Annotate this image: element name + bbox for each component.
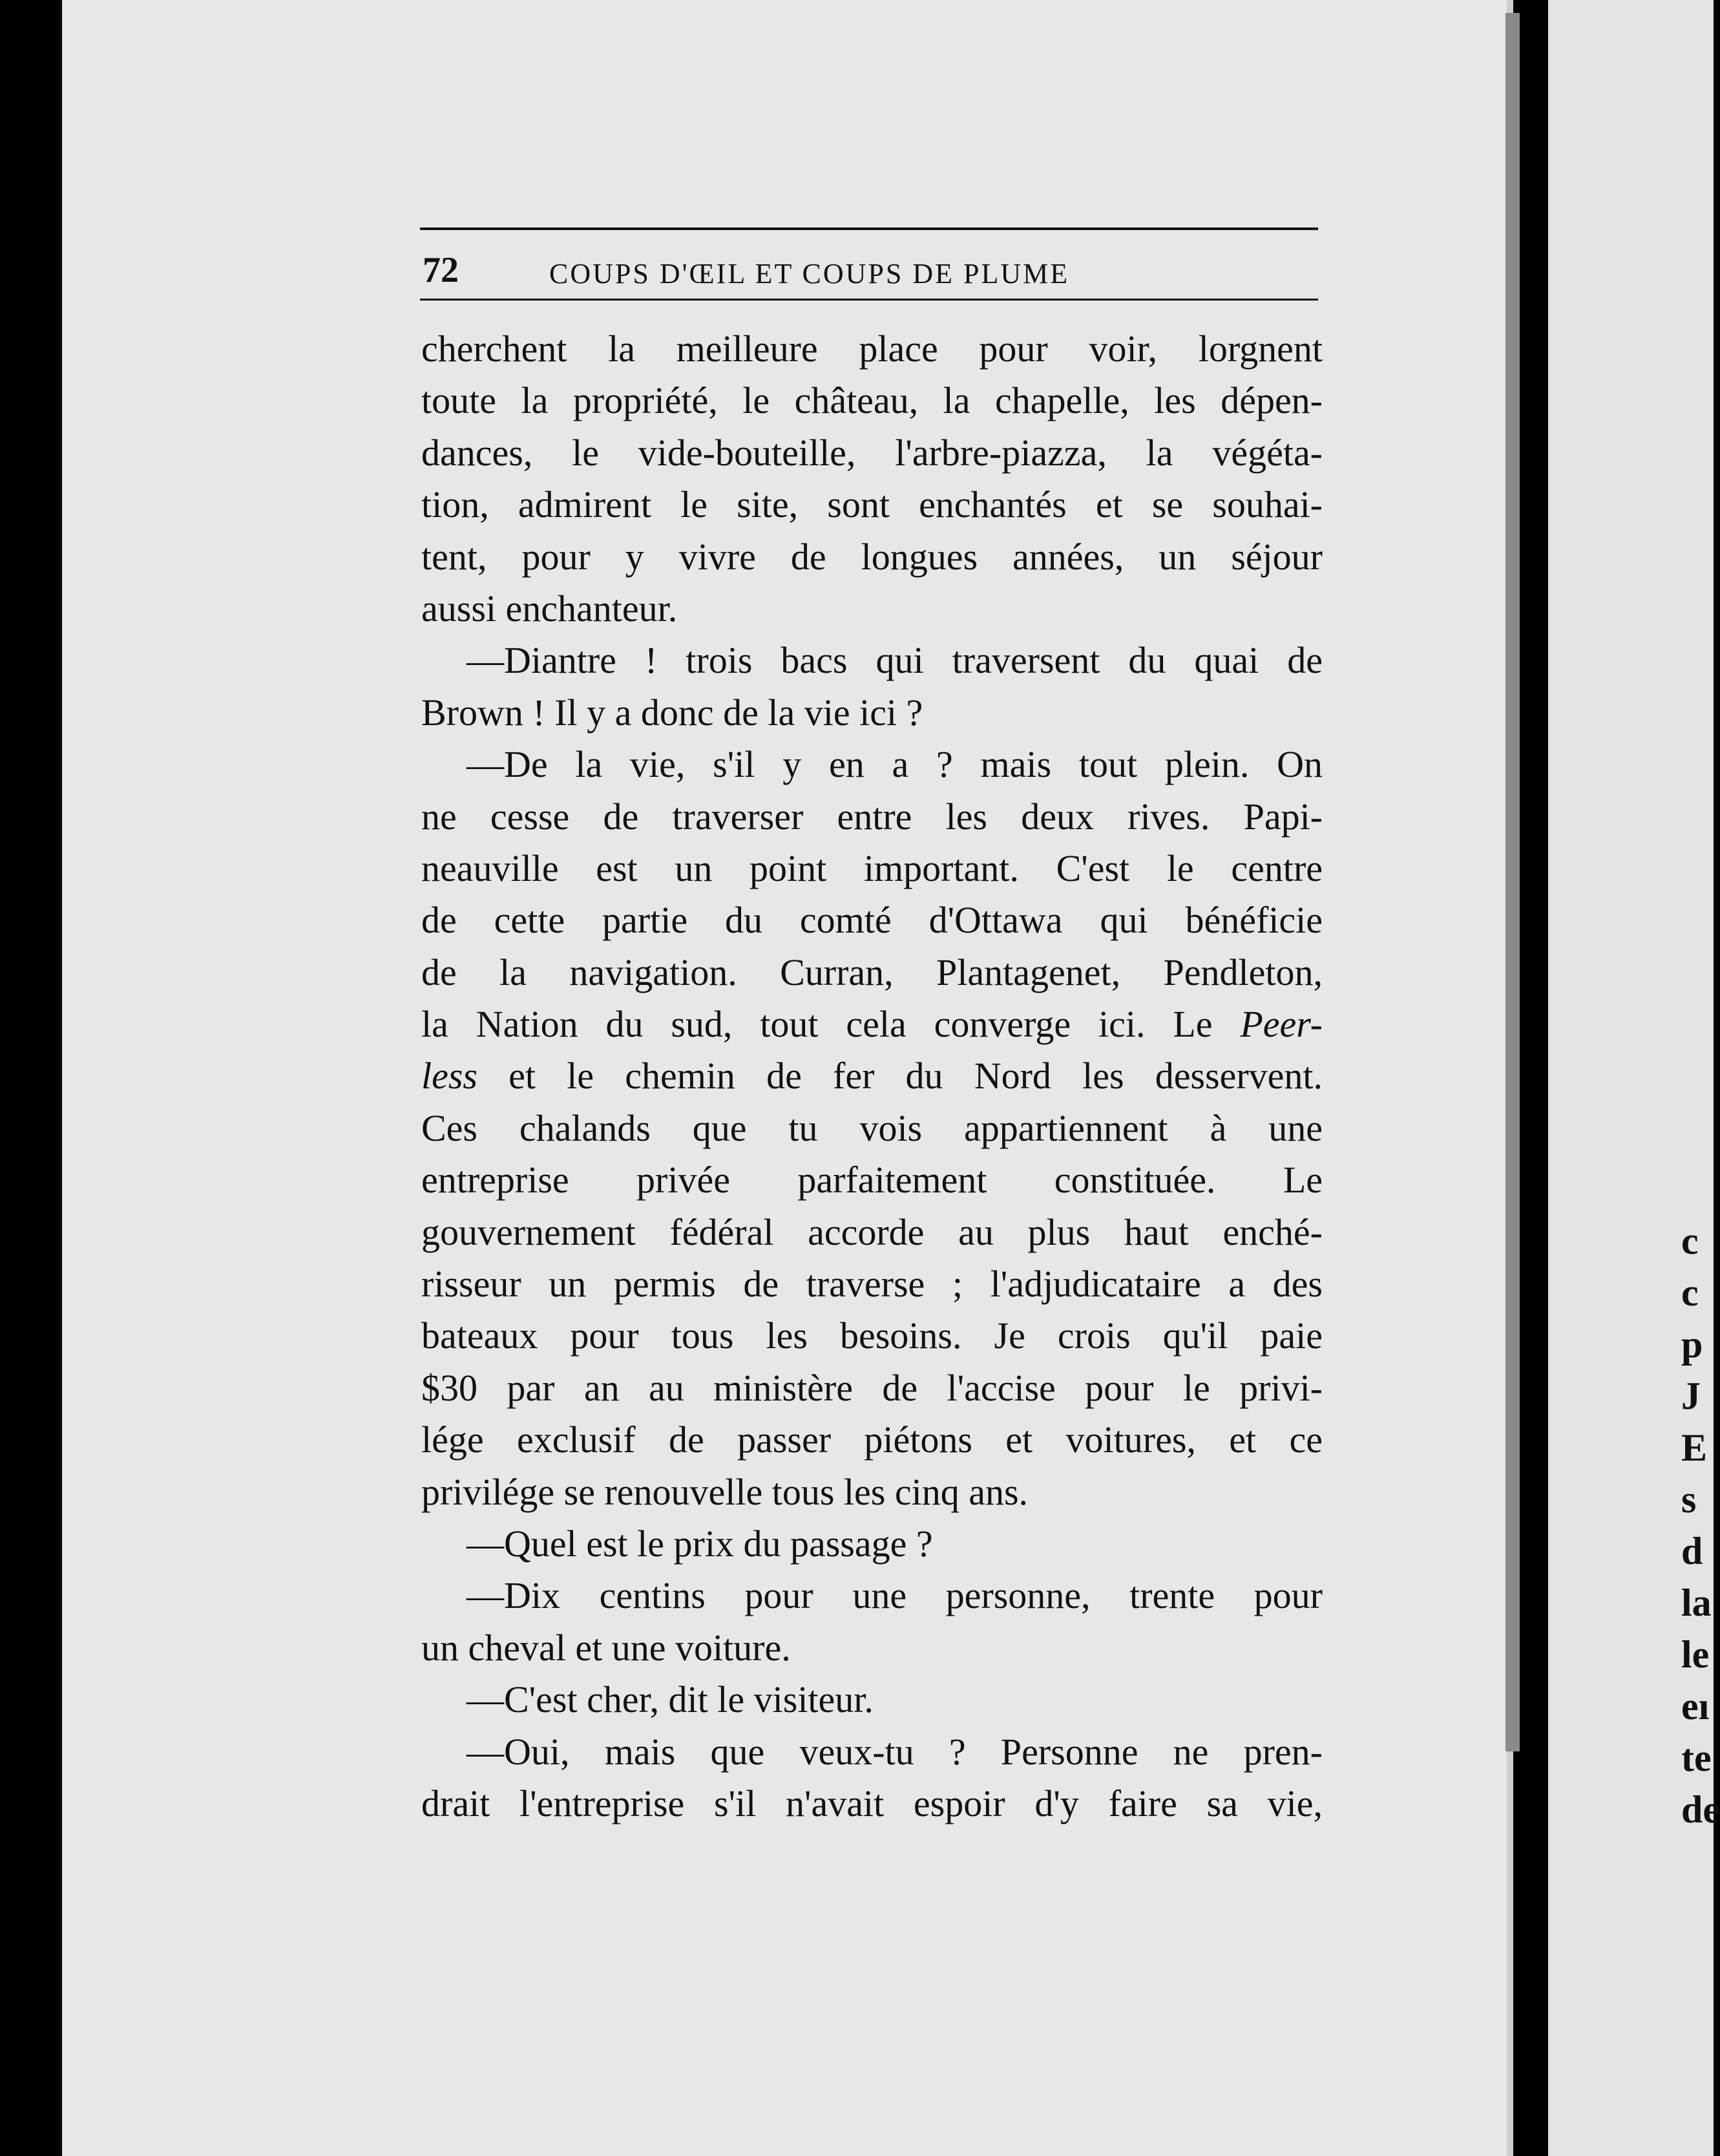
text-line: Ces chalands que tu vois appartiennent à une [421,1106,1323,1149]
italic-word: less [421,1055,477,1097]
page-number: 72 [423,250,459,290]
right-page-fragments [1681,1215,1720,1835]
text-line: —Diantre ! trois bacs qui traversent du quai de [467,639,1323,682]
page-header [420,247,1318,292]
header-rule-bottom [420,299,1318,301]
page-edge [1505,13,1520,1751]
italic-word: Peer- [1240,1003,1323,1046]
text-line: Brown ! Il y a donc de la vie ici ? [421,691,923,734]
text-line: toute la propriété, le château, la chapelle, les dépen- [421,379,1323,422]
text-span: la Nation du sud, tout cela converge ici. Le [421,1003,1241,1046]
text-line: entreprise privée parfaitement constituée. Le [421,1159,1323,1201]
text-line: —C'est cher, dit le visiteur. [467,1678,874,1721]
fragment: c [1681,1271,1699,1314]
text-span: et le chemin de fer du Nord les desservent. [477,1055,1323,1097]
fragment: J [1681,1375,1701,1417]
text-line: drait l'entreprise s'il n'avait espoir d'y faire sa vie, [421,1782,1323,1824]
text-line: privilége se renouvelle tous les cinq ans. [421,1470,1029,1513]
text-line: bateaux pour tous les besoins. Je crois qu'il paie [421,1315,1323,1357]
text-line: —De la vie, s'il y en a ? mais tout plein. On [467,743,1323,786]
text-line: neauville est un point important. C'est le centre [421,847,1323,889]
text-line [421,1050,1323,1102]
text-line: —Oui, mais que veux-tu ? Personne ne pren- [467,1730,1323,1773]
fragment: E [1681,1426,1708,1469]
fragment: la [1681,1581,1712,1624]
fragment: eı [1681,1685,1710,1728]
fragment: le [1681,1633,1710,1676]
fragment: s [1681,1478,1697,1521]
text-line: de cette partie du comté d'Ottawa qui bénéficie [421,899,1323,942]
text-line: de la navigation. Curran, Plantagenet, Pendleton, [421,951,1323,993]
text-line: risseur un permis de traverse ; l'adjudicataire a des [421,1263,1323,1305]
text-line: —Quel est le prix du passage ? [467,1522,933,1565]
text-line: —Dix centins pour une personne, trente pour [467,1574,1323,1617]
text-line: dances, le vide-bouteille, l'arbre-piazza, la végéta- [421,431,1323,474]
body-text [421,323,1323,1830]
text-line: $30 par an au ministère de l'accise pour le privi- [421,1366,1323,1409]
text-line: aussi enchanteur. [421,587,678,629]
fragment: p [1681,1323,1703,1366]
text-line: lége exclusif de passer piétons et voitures, et ce [421,1419,1323,1461]
text-line: ne cesse de traverser entre les deux rives. Papi- [421,795,1323,838]
header-rule-top [420,227,1318,230]
fragment: c [1681,1220,1699,1262]
text-line: un cheval et une voiture. [421,1626,791,1669]
text-line: gouvernement fédéral accorde au plus haut enché- [421,1210,1323,1253]
fragment: te [1681,1737,1712,1779]
text-line: cherchent la meilleure place pour voir, lorgnent [421,328,1323,370]
fragment: de [1681,1788,1720,1831]
running-head: COUPS D'ŒIL ET COUPS DE PLUME [549,258,1070,290]
fragment: d [1681,1530,1703,1572]
text-line: tent, pour y vivre de longues années, un séjour [421,535,1323,578]
text-line: tion, admirent le site, sont enchantés et se souhai- [421,483,1323,526]
text-line [421,999,1323,1050]
